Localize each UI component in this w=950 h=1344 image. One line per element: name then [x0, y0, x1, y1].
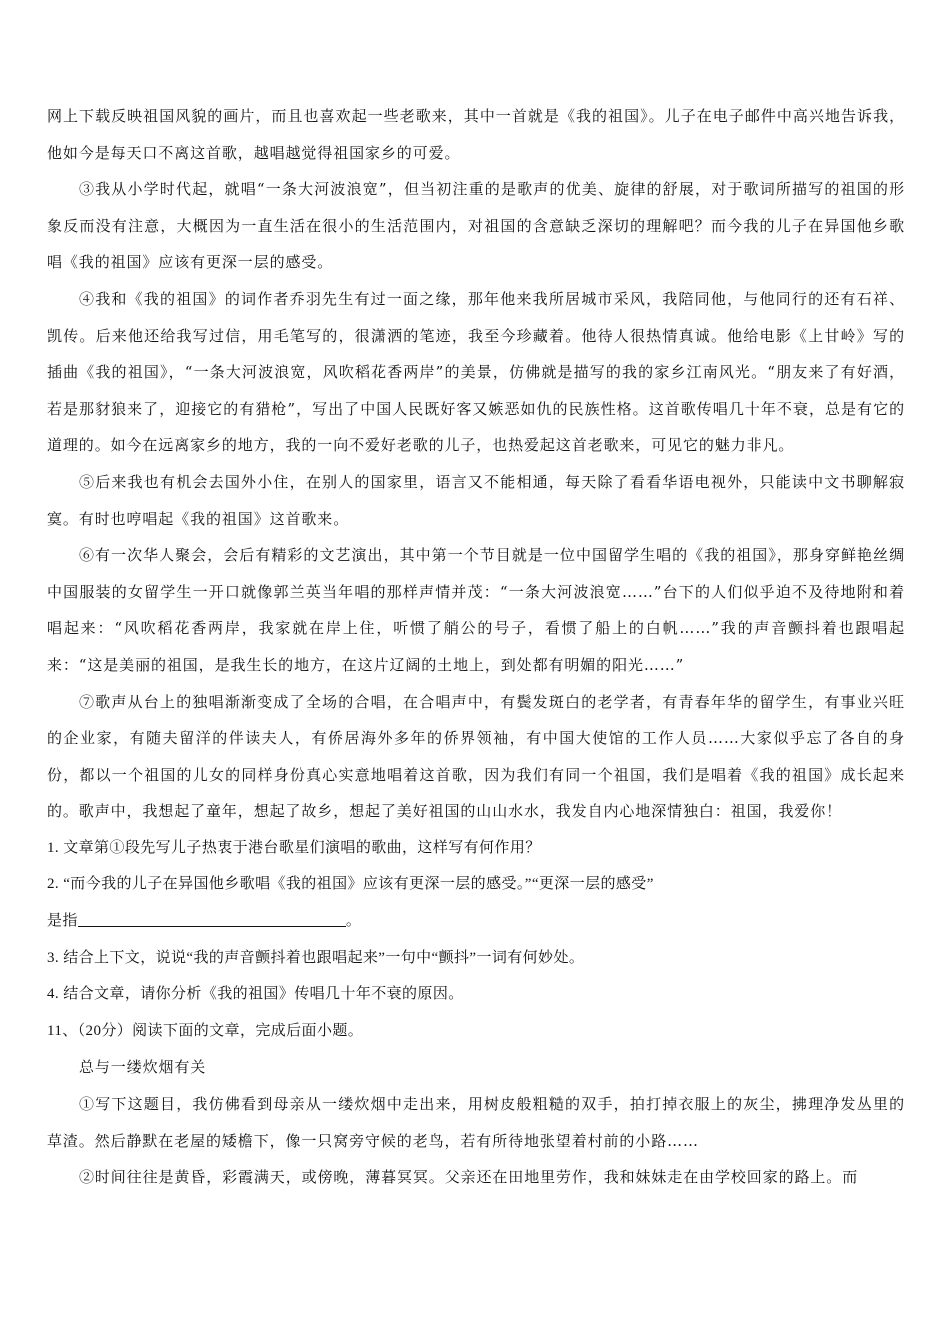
section-11-paragraph-2: ②时间往往是黄昏，彩霞满天，或傍晚，薄暮冥冥。父亲还在田地里劳作，我和妹妹走在由学校回家的路上。而: [79, 1168, 859, 1187]
paragraph-4: ④我和《我的祖国》的词作者乔羽先生有过一面之缘，那年他来我所居城市采风，我陪同他，与他同行的还有石祥、凯传。后来他还给我写过信，用毛笔写的，很潇洒的笔迹，我至今珍藏着。他待人很热情真诚。他给电影《上甘岭》写的插曲《我的祖国》，“一条大河波浪宽，风吹稻花香两岸”的美景，仿佛就是描写的我的家乡江南风光。“朋友来了有好酒，若是那豺狼来了，迎接它的有猎枪”，写出了中国人民既好客又嫉恶如仇的民族性格。这首歌传唱几十年不衰，总是有它的道理的。如今在远离家乡的地方，我的一向不爱好老歌的儿子，也热爱起这首老歌来，可见它的魅力非凡。: [47, 289, 905, 455]
question-list: [47, 830, 905, 1013]
question-2: [47, 866, 905, 903]
question-3: [47, 940, 905, 977]
paragraph-5: ⑤后来我也有机会去国外小住，在别人的国家里，语言又不能相通，每天除了看看华语电视外，只能读中文书聊解寂寞。有时也哼唱起《我的祖国》这首歌来。: [47, 472, 905, 528]
question-number: 2.: [47, 876, 60, 893]
passage-my-motherland: [47, 98, 905, 830]
question-number: 4.: [47, 986, 60, 1003]
question-text: 结合文章，请你分析《我的祖国》传唱几十年不衰的原因。: [63, 986, 464, 1003]
question-text: 文章第①段先写儿子热衷于港台歌星们演唱的歌曲，这样写有何作用？: [63, 839, 541, 856]
answer-blank[interactable]: [78, 910, 346, 927]
document-page: [47, 98, 905, 1196]
paragraph-6: ⑥有一次华人聚会，会后有精彩的文艺演出，其中第一个节目就是一位中国留学生唱的《我的祖国》，那身穿鲜艳丝绸中国服装的女留学生一开口就像郭兰英当年唱的那样声情并茂：“一条大河波浪宽……”台下的人们似乎迫不及待地附和着唱起来：“风吹稻花香两岸，我家就在岸上住，听惯了艄公的号子，看惯了船上的白帆……”我的声音颤抖着也跟唱起来：“这是美丽的祖国，是我生长的地方，在这片辽阔的土地上，到处都有明媚的阳光……”: [47, 546, 905, 674]
paragraph-2-continued: 网上下载反映祖国风貌的画片，而且也喜欢起一些老歌来，其中一首就是《我的祖国》。儿子在电子邮件中高兴地告诉我，他如今是每天口不离这首歌，越唱越觉得祖国家乡的可爱。: [47, 107, 905, 162]
section-11-paragraph-1: ①写下这题目，我仿佛看到母亲从一缕炊烟中走出来，用树皮般粗糙的双手，拍打掉衣服上的灰尘，拂理净发丛里的草渣。然后静默在老屋的矮檐下，像一只窝旁守候的老鸟，若有所待地张望着村前的小路……: [47, 1095, 905, 1150]
question-1: [47, 830, 905, 867]
question-text: 结合上下文，说说“我的声音颤抖着也跟唱起来”一句中“颤抖”一词有何妙处。: [63, 949, 585, 966]
section-11-header: 11、（20分）阅读下面的文章，完成后面小题。: [47, 1022, 364, 1039]
answer-suffix: 。: [345, 913, 362, 930]
question-4: [47, 976, 905, 1013]
question-number: 3.: [47, 949, 60, 966]
question-text: “而今我的儿子在异国他乡歌唱《我的祖国》应该有更深一层的感受。”“更深一层的感受”: [63, 876, 654, 893]
section-11-title: 总与一缕炊烟有关: [79, 1058, 207, 1077]
question-2-answer-line: [47, 903, 905, 940]
section-11: [47, 1013, 905, 1196]
answer-prefix: 是指: [47, 913, 78, 930]
paragraph-7: ⑦歌声从台上的独唱渐渐变成了全场的合唱，在合唱声中，有鬓发斑白的老学者，有青春年华的留学生，有事业兴旺的企业家，有随夫留洋的伴读夫人，有侨居海外多年的侨界领袖，有中国大使馆的工作人员……大家似乎忘了各自的身份，都以一个祖国的儿女的同样身份真心实意地唱着这首歌，因为我们有同一个祖国，我们是唱着《我的祖国》成长起来的。歌声中，我想起了童年，想起了故乡，想起了美好祖国的山山水水，我发自内心地深情独白：祖国，我爱你！: [47, 692, 905, 821]
paragraph-3: ③我从小学时代起，就唱“一条大河波浪宽”，但当初注重的是歌声的优美、旋律的舒展，对于歌词所描写的祖国的形象反而没有注意，大概因为一直生活在很小的生活范围内，对祖国的含意缺乏深切的理解吧？而今我的儿子在异国他乡歌唱《我的祖国》应该有更深一层的感受。: [47, 180, 905, 272]
question-number: 1.: [47, 839, 60, 856]
